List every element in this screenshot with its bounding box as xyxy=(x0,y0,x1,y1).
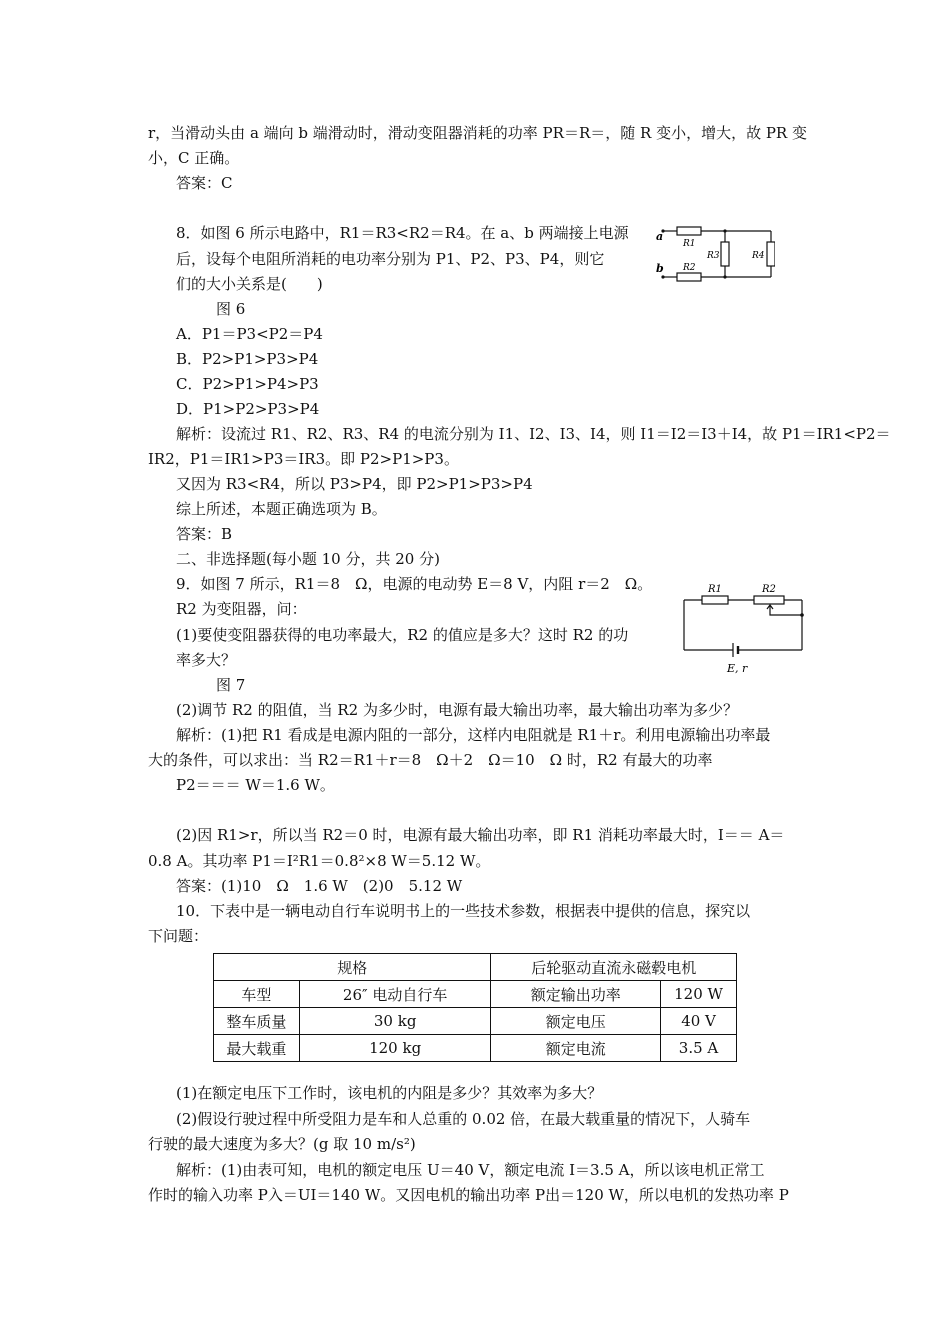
question-10-stem: 10．下表中是一辆电动自行车说明书上的一些技术参数，根据表中提供的信息，探究以 xyxy=(176,902,751,920)
option-a: A．P1＝P3<P2＝P4 xyxy=(176,325,323,343)
solution-line: IR2，P1＝IR1>P3＝IR3。即 P2>P1>P3。 xyxy=(148,450,459,468)
solution-line: 解析：(1)把 R1 看成是电源内阻的一部分，这样内电阻就是 R1＋r。利用电源输出功率最 xyxy=(176,726,771,744)
question-10-stem: 下问题： xyxy=(148,927,209,945)
table-cell: 3.5 A xyxy=(661,1035,737,1062)
solution-line: 大的条件，可以求出：当 R2＝R1＋r＝8 Ω＋2 Ω＝10 Ω 时，R2 有最大的功率 xyxy=(148,751,713,769)
table-cell: 额定电流 xyxy=(491,1035,661,1062)
terminal-b-label: b xyxy=(656,262,664,275)
option-b: B．P2>P1>P3>P4 xyxy=(176,350,319,368)
question-10-part-1: (1)在额定电压下工作时，该电机的内阻是多少？其效率为多大？ xyxy=(176,1084,603,1102)
r2-label: R2 xyxy=(762,584,776,595)
source-label: E, r xyxy=(727,662,748,675)
table-row xyxy=(214,1035,737,1062)
text-line: 小，C 正确。 xyxy=(148,149,240,167)
question-9-stem: R2 为变阻器，问： xyxy=(176,600,307,618)
table-cell: 120 W xyxy=(661,981,737,1008)
question-8-stem: 8．如图 6 所示电路中，R1＝R3<R2＝R4。在 a、b 两端接上电源 xyxy=(176,224,629,242)
r1-label: R1 xyxy=(683,239,696,249)
r2-label: R2 xyxy=(683,263,696,273)
table-cell: 额定输出功率 xyxy=(491,981,661,1008)
solution-line: 综上所述，本题正确选项为 B。 xyxy=(176,500,387,518)
r4-label: R4 xyxy=(752,251,765,261)
question-10-part-2: (2)假设行驶过程中所受阻力是车和人总重的 0.02 倍，在最大载重量的情况下，人骑车 xyxy=(176,1110,751,1128)
section-heading: 二、非选择题(每小题 10 分，共 20 分) xyxy=(176,550,440,568)
table-cell: 最大载重 xyxy=(214,1035,300,1062)
option-c: C．P2>P1>P4>P3 xyxy=(176,375,319,393)
r3-label: R3 xyxy=(707,251,720,261)
text-line: r，当滑动头由 a 端向 b 端滑动时，滑动变阻器消耗的功率 PR＝R＝，随 R 变小，增大，故 PR 变 xyxy=(148,124,807,142)
resistor-r1 xyxy=(702,596,728,604)
rheostat-r2 xyxy=(754,596,784,604)
answer-line: 答案：B xyxy=(176,525,233,543)
table-cell: 整车质量 xyxy=(214,1008,300,1035)
question-10-part-2: 行驶的最大速度为多大？(g 取 10 m/s²) xyxy=(148,1135,416,1153)
solution-line: 0.8 A。其功率 P1＝I²R1＝0.8²×8 W＝5.12 W。 xyxy=(148,852,491,870)
solution-line: (2)因 R1>r，所以当 R2＝0 时，电源有最大输出功率，即 R1 消耗功率最大时，I＝＝ A＝ xyxy=(176,826,785,844)
resistor-r3 xyxy=(721,242,729,266)
question-9-part-1: (1)要使变阻器获得的电功率最大，R2 的值应是多大？这时 R2 的功 xyxy=(176,626,629,644)
figure-6-circuit xyxy=(655,218,775,288)
answer-line: 答案：(1)10 Ω 1.6 W (2)0 5.12 W xyxy=(176,877,463,895)
table-cell: 26″ 电动自行车 xyxy=(299,981,491,1008)
question-8-stem: 们的大小关系是( ) xyxy=(176,275,323,293)
question-8-stem: 后，设每个电阻所消耗的电功率分别为 P1、P2、P3、P4，则它 xyxy=(176,250,605,268)
table-cell: 车型 xyxy=(214,981,300,1008)
table-cell: 40 V xyxy=(661,1008,737,1035)
table-header-cell: 规格 xyxy=(214,954,491,981)
option-d: D．P1>P2>P3>P4 xyxy=(176,400,320,418)
solution-line: P2＝＝＝ W＝1.6 W。 xyxy=(176,776,335,794)
resistor-r1 xyxy=(677,227,701,235)
table-header-cell: 后轮驱动直流永磁毂电机 xyxy=(491,954,737,981)
table-row xyxy=(214,1008,737,1035)
solution-line: 作时的输入功率 P入＝UI＝140 W。又因电机的输出功率 P出＝120 W，所以电机的发热功率 P xyxy=(148,1186,789,1204)
resistor-r4 xyxy=(767,242,775,266)
table-cell: 额定电压 xyxy=(491,1008,661,1035)
spec-table xyxy=(213,953,737,1062)
terminal-a-label: a xyxy=(656,230,664,243)
question-9-stem: 9．如图 7 所示，R1＝8 Ω，电源的电动势 E＝8 V，内阻 r＝2 Ω。 xyxy=(176,575,653,593)
table-row xyxy=(214,981,737,1008)
answer-line: 答案：C xyxy=(176,174,233,192)
table-cell: 120 kg xyxy=(299,1035,491,1062)
question-9-part-1: 率多大？ xyxy=(176,651,237,669)
solution-line: 又因为 R3<R4，所以 P3>P4，即 P2>P1>P3>P4 xyxy=(176,475,533,493)
table-cell: 30 kg xyxy=(299,1008,491,1035)
resistor-r2 xyxy=(677,273,701,281)
question-9-part-2: (2)调节 R2 的阻值，当 R2 为多少时，电源有最大输出功率，最大输出功率为多少？ xyxy=(176,701,738,719)
figure-6-caption: 图 6 xyxy=(216,300,246,318)
solution-line: 解析：设流过 R1、R2、R3、R4 的电流分别为 I1、I2、I3、I4，则 I1＝I2＝I3＋I4，故 P1＝IR1<P2＝ xyxy=(176,425,891,443)
r1-label: R1 xyxy=(708,584,722,595)
figure-7-caption: 图 7 xyxy=(216,676,246,694)
solution-line: 解析：(1)由表可知，电机的额定电压 U＝40 V，额定电流 I＝3.5 A，所以该电机正常工 xyxy=(176,1161,765,1179)
figure-7-circuit xyxy=(678,580,812,678)
table-header-row xyxy=(214,954,737,981)
